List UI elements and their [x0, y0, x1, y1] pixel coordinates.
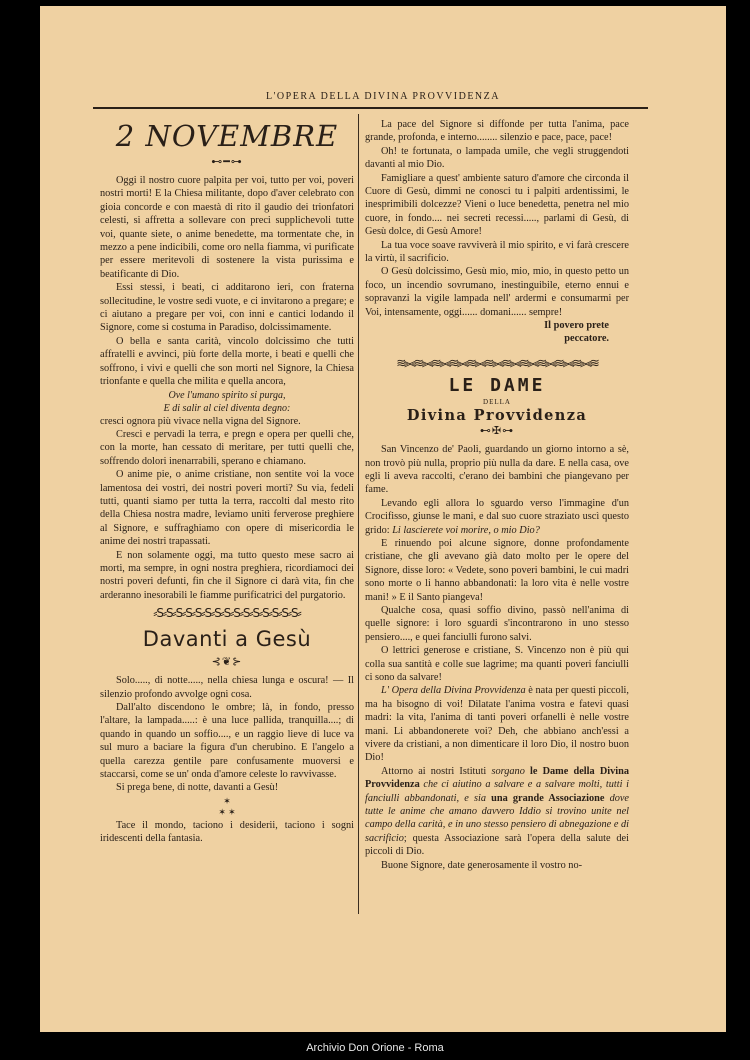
paragraph: La pace del Signore si diffonde per tutta l'anima, pace grande, profonda, e interno........ silenzio e pace, pace, pace! — [365, 119, 629, 144]
scanned-page — [40, 6, 726, 1032]
paragraph-text: è nata per questi piccoli, ma ha bisogno di voi! Dilatate l'anima vostra e fatevi quasi madri: la vita, l'anima di tanti poveri orfanelli è nelle vostre mani. Li abbandonerete voi? Deh, che abbiano anch'essi a vivere da cristiani, a non dimenticare il loro Dio, il nostro buon Dio! — [365, 685, 629, 764]
column-rule — [358, 114, 359, 914]
paragraph — [365, 684, 629, 764]
paragraph: E non solamente oggi, ma tutto questo mese sacro ai morti, ma sempre, in ogni nostra preghiera, ricordiamoci dei nostri poveri defunti, fin che il Signore ci darà vita, fin che arderanno inesorabili le fiamme purificatrici del purgatorio. — [100, 549, 354, 601]
article-title-2-novembre: 2 NOVEMBRE — [115, 119, 339, 153]
paragraph: La tua voce soave ravviverà il mio spirito, e vi farà crescere la virtù, il sacrificio. — [365, 239, 629, 265]
paragraph: Buone Signore, date generosamente il vostro no- — [381, 859, 583, 871]
article-title-divina-provvidenza: Divina Provvidenza — [406, 407, 588, 425]
paragraph: Tace il mondo, taciono i desiderii, taciono i sogni iridescenti della fantasia. — [100, 819, 354, 845]
emphasis: che ci aiutino a salvare e a salvare molti, tutti i fanciulli abbandonati, e sia — [365, 779, 629, 804]
title-della: DELLA — [483, 398, 511, 407]
paragraph-text: Levando egli allora lo sguardo verso l'immagine d'un Crocifisso, giunse le mani, e dal suo cuore straziato uscì questo grido: — [365, 497, 629, 536]
verse-line: Ove l'umano spirito si purga, — [168, 389, 286, 401]
paragraph: Oggi il nostro cuore palpita per voi, tutto per voi, poveri nostri morti! E la Chiesa militante, dopo d'aver celebrato con gioia concorde e con maestà di rito il gaudio dei trionfatori celesti, si affretta a sollevare con preci supplichevoli tutte voi, quante siete, o anime benedette, ma tormentate che, in mezzo a pene indicibili, come oro nella fiamma, vi purificate per essere meritevoli di sostenere la vista purissima e beatificante di Dio. — [100, 175, 354, 280]
quoted-cry: Li lascierete voi morire, o mio Dio? — [392, 524, 540, 536]
opera-name: L' Opera della Divina Provvidenza — [381, 685, 526, 697]
verse-line: E di salir al ciel diventa degno: — [163, 402, 291, 414]
paragraph: San Vincenzo de' Paoli, guardando un giorno intorno a sè, non trovò più nulla, proprio più nulla da dare. E nella casa, ove egli li aveva raccolti, c'erano dei bambini che piangevano per fame. — [365, 444, 629, 496]
paragraph: O anime pie, o anime cristiane, non sentite voi la voce lamentosa dei vostri, dei nostri poveri morti? Su via, fedeli tutti, quanti siamo per tutta la terra, raccolti dal mesto rito della Chiesa nostra madre, leviamo unitì ferverose preghiere al Signore, e suffraghiamo con opere di misericordia le anime dei nostri trapassati. — [100, 469, 354, 548]
wave-divider: ≋⫸⫷≋⫸⫷≋⫸⫷≋⫸⫷≋⫸⫷≋⫸⫷≋⫸⫷≋⫸⫷≋⫸⫷≋⫸⫷≋⫸⫷≋ — [396, 356, 598, 371]
paragraph: Qualche cosa, quasi soffio divino, passò nell'anima di quelle signore: i loro sguardi s'incontrarono in uno stesso pensiero...., e quei fanciulli furono salvi. — [365, 604, 629, 643]
article-title-davanti-a-gesu: Davanti a Gesù — [142, 627, 312, 652]
paragraph: Oh! te fortunata, o lampada umile, che vegli struggendoti davanti al mio Dio. — [365, 145, 629, 171]
paragraph: O Gesù dolcissimo, Gesù mio, mio, mio, in questo petto un foco, un incendio sovrumano, inestinguibile, eterno ennui e sopravanzi la vigile lampada nell' ardermi e consumarmi per Voi, intensamente, oggi...... domani...... sempre! — [365, 266, 629, 318]
paragraph: Dall'alto discendono le ombre; là, in fondo, presso l'altare, la lampada.....: è una luce pallida, tranquilla....; di quando in quando un soffio...., e un raggio lieve di luce va sul muro a baciare la figura d'un cherubino. E l'angelo a quella carezza gentile pare confusamente muoversi e staccarsi, come se un' onda d'amore celeste lo ravvivasse. — [100, 702, 354, 781]
paragraph: O lettrici generose e cristiane, S. Vincenzo non è più qui colla sua santità e colle sue lagrime; ma quanti poveri fanciulli ci sono da salvare! — [365, 645, 629, 683]
signature: peccatore. — [564, 333, 609, 345]
paragraph: O bella e santa carità, vincolo dolcissimo che tutti affratelli e avvinci, più forte della morte, i beati e quelli che soffrono, i vivi e quelli che son morti nel Signore, la Chiesa trionfante e quella che milita e quella ancora, — [100, 335, 354, 388]
bold-text: le Dame della Divina Provvidenza — [365, 765, 630, 791]
paragraph — [365, 497, 629, 537]
paragraph: E rinuendo poi alcune signore, donne profondamente cristiane, che gli avevano già dato molto per le opere del Signore, disse loro: « Vedete, sono poveri bambini, le cui madri sono morte o li hanno abbandonati: la loro vita è nelle vostre mani! » E il Santo piangeva! — [365, 537, 629, 603]
right-column — [365, 118, 629, 872]
zigzag-divider: ⸗S⸗S⸗S⸗S⸗S⸗S⸗S⸗S⸗S⸗S⸗S⸗S⸗S⸗S⸗S⸗ — [153, 606, 301, 621]
asterism-top: ✶ — [223, 795, 231, 806]
emphasis: sorgano — [491, 765, 525, 777]
title-ornament: ⊷✠⊶ — [479, 425, 515, 438]
archive-footer: Archivio Don Orione - Roma — [306, 1042, 444, 1054]
paragraph: Solo....., di notte....., nella chiesa lunga e oscura! — Il silenzio profondo avvolge ogni cosa. — [100, 675, 354, 700]
paragraph: Essi stessi, i beati, ci additarono ieri, con fraterna sollecitudine, le vostre sedi vuote, e ci invitarono a pregare; e ci aiutano a pregare per voi, con inni e cantici lodando il Signore, come si costuma in Paradiso, dolcissimamente. — [100, 282, 354, 334]
signature: Il povero prete — [544, 320, 609, 332]
asterism-bottom: ✶ ✶ — [218, 806, 236, 817]
left-column — [100, 118, 354, 846]
paragraph-text: ; questa Associazione sarà l'opera della salute dei piccoli di Dio. — [365, 832, 629, 858]
title-ornament: ⊷━⊶ — [211, 156, 243, 168]
paragraph: Famigliare a quest' ambiente saturo d'amore che circonda il Cuore di Gesù, dimmi ne conosci tu i palpiti ardentissimi, le inesprimibili dolcezze? Vieni o luce benedetta, penetra nel mio cuore, in fondo.... nei secreti recessi....., parlami di Gesù, di Gesù dolce, di Gesù Amore! — [365, 172, 629, 238]
paragraph-text: Attorno ai nostri Istituti — [381, 765, 492, 777]
paragraph — [365, 765, 629, 859]
bold-text: una grande Associazione — [485, 792, 605, 804]
paragraph: Si prega bene, di notte, davanti a Gesù! — [116, 782, 279, 794]
floral-ornament: ⊰❦⊱ — [211, 656, 243, 669]
header-rule — [93, 107, 648, 109]
article-title-le-dame: LE DAME — [448, 375, 546, 397]
paragraph: Cresci e pervadi la terra, e pregn e opera per quelli che, con la morte, han cessato di meritare, per tutti quelli che, soffrendo dolori inenarrabili, sperano e chiamano. — [100, 428, 354, 467]
paragraph: cresci ognora più vivace nella vigna del Signore. — [100, 415, 301, 427]
running-head: L'OPERA DELLA DIVINA PROVVIDENZA — [266, 91, 500, 102]
emphasis: dove tutte le anime che amano davvero Iddio si trovino unite nel campo della carità, e in uno stesso pensiero di abnegazione e di sacrificio — [365, 792, 630, 844]
